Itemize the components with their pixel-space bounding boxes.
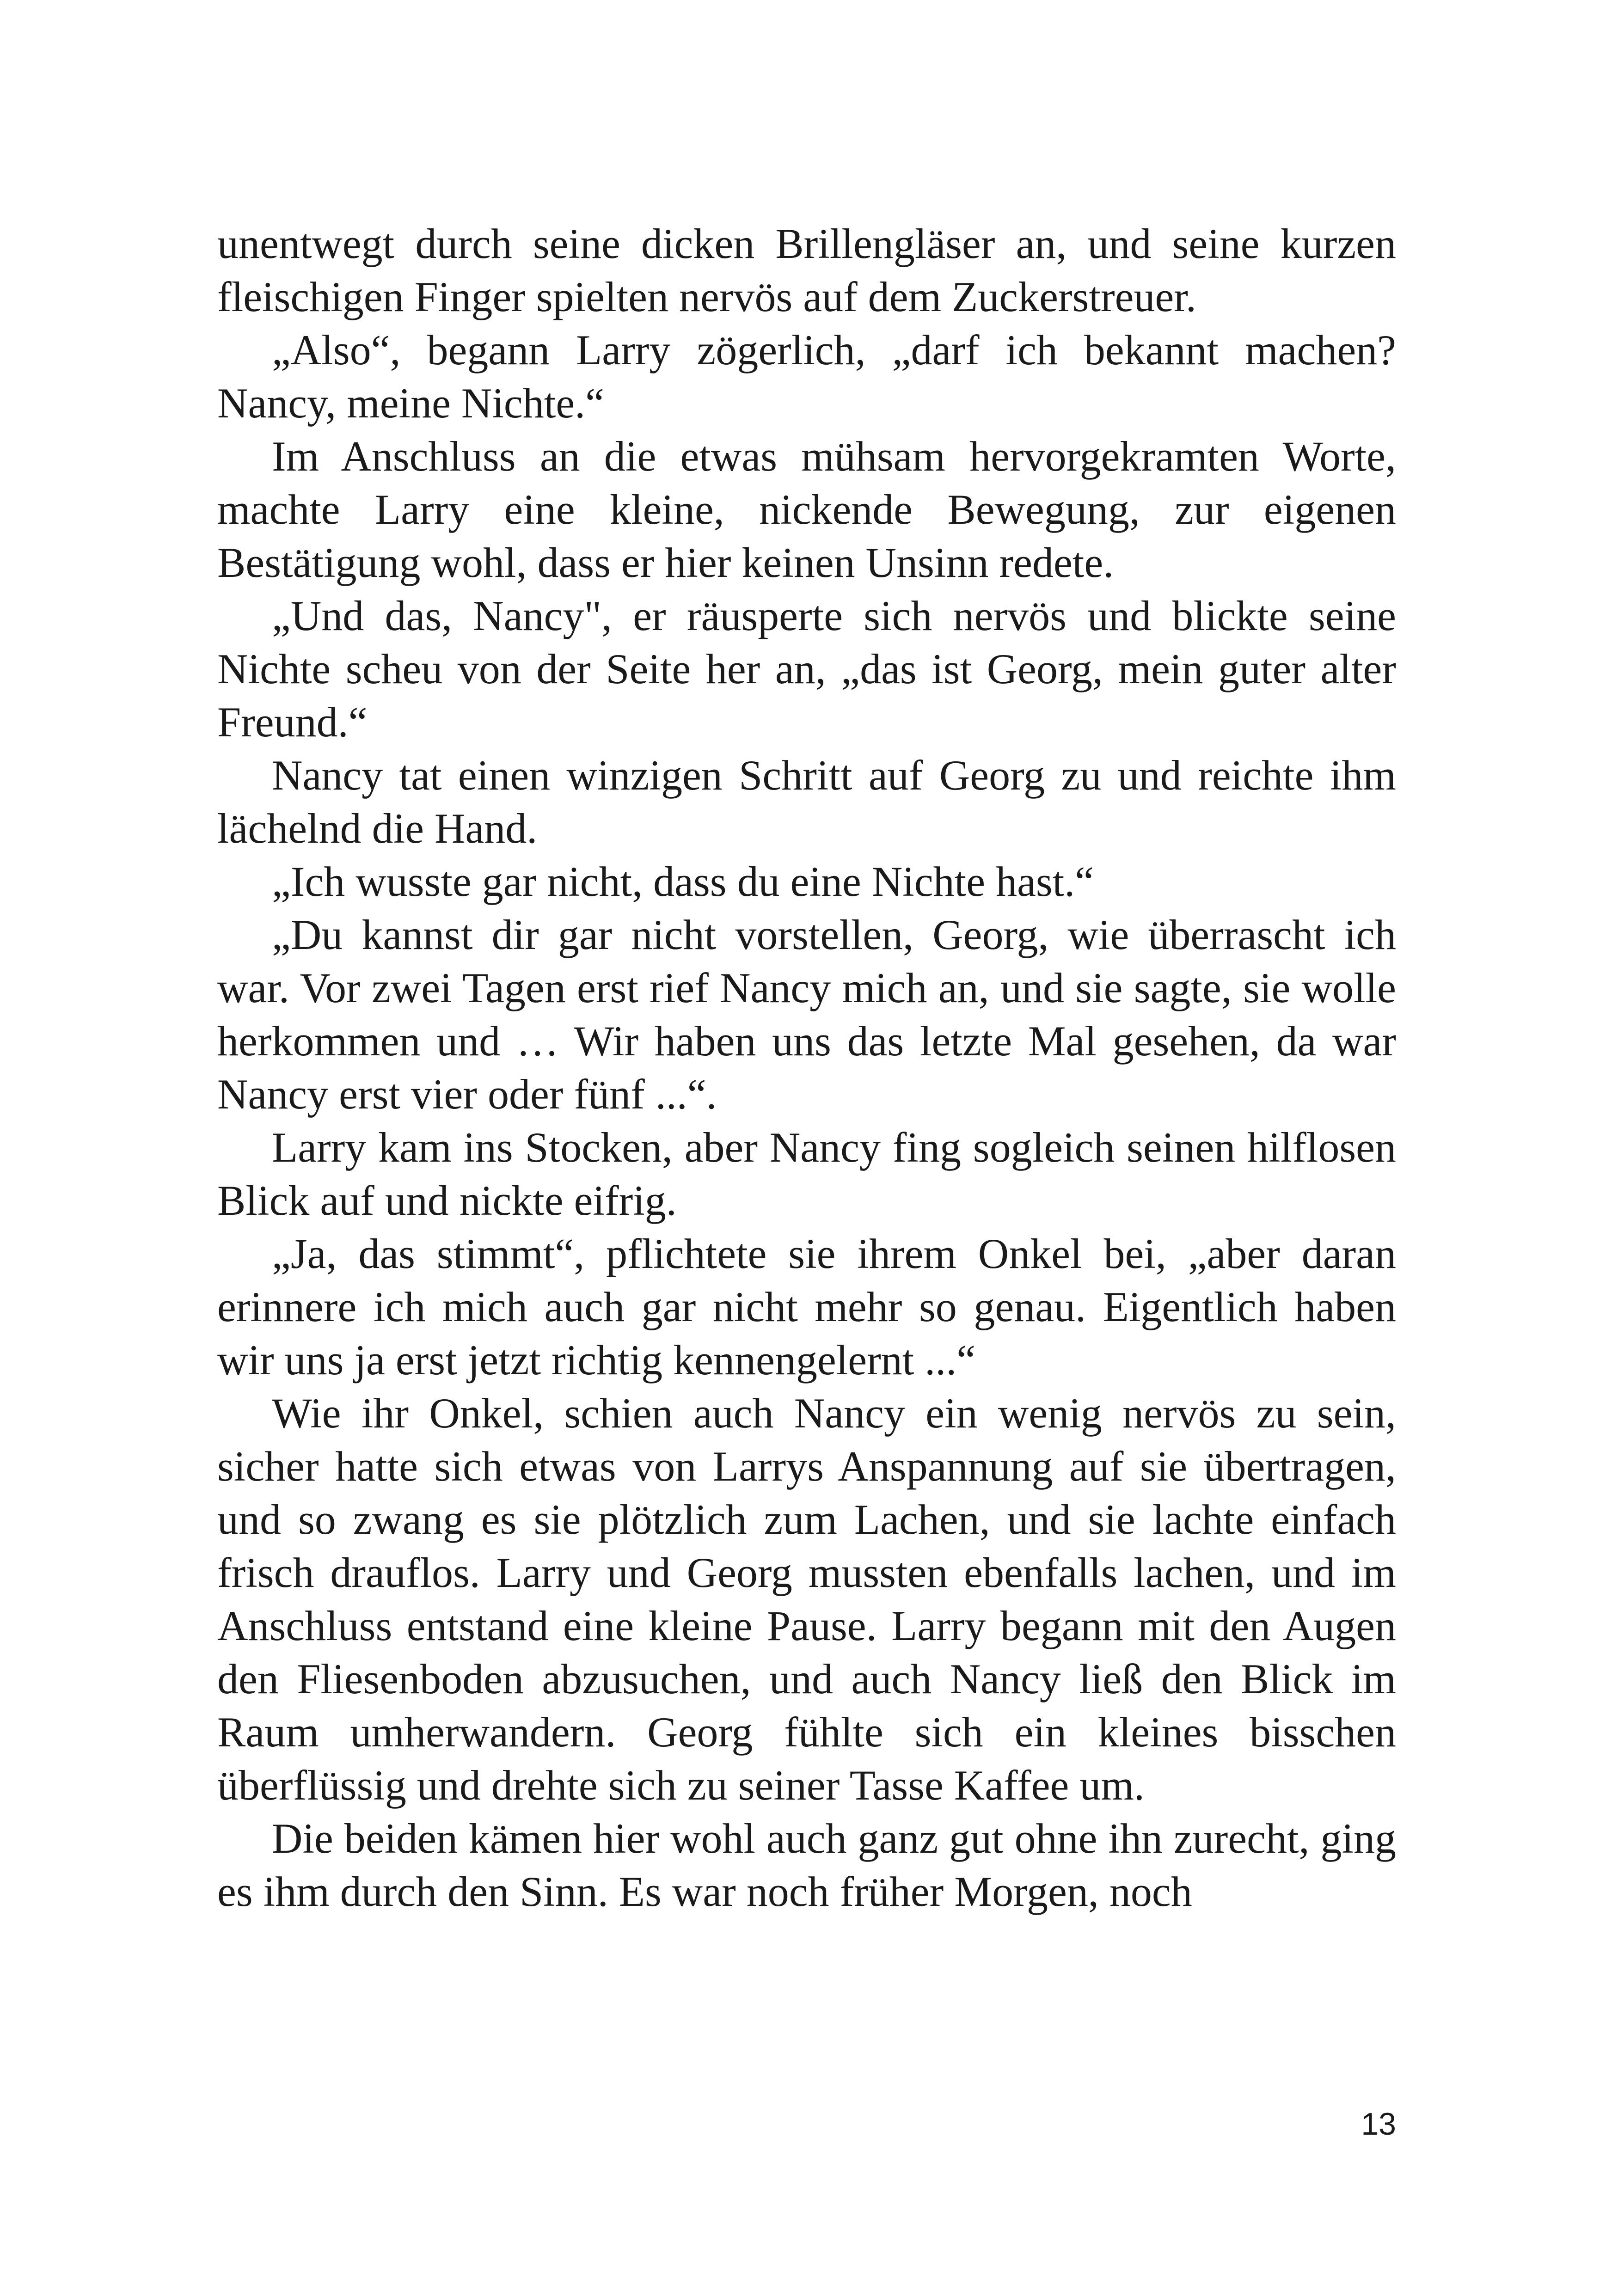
paragraph: „Ich wusste gar nicht, dass du eine Nichte hast.“ bbox=[272, 858, 1094, 905]
body-text bbox=[217, 217, 1396, 1918]
paragraph: Nancy tat einen winzigen Schritt auf Georg zu und reichte ihm lächelnd die Hand. bbox=[217, 752, 1396, 852]
paragraph: „Ja, das stimmt“, pflichtete sie ihrem Onkel bei, „aber daran erinnere ich mich auch gar nicht mehr so genau. Eigentlich haben wir uns ja erst jetzt richtig kennengelernt ...“ bbox=[217, 1230, 1396, 1384]
paragraph: Larry kam ins Stocken, aber Nancy fing sogleich seinen hilflosen Blick auf und nickte eifrig. bbox=[217, 1124, 1396, 1224]
paragraph: Im Anschluss an die etwas mühsam hervorgekramten Worte, machte Larry eine kleine, nickende Bewegung, zur eigenen Bestätigung wohl, dass er hier keinen Unsinn redete. bbox=[217, 433, 1396, 586]
paragraph: „Du kannst dir gar nicht vorstellen, Georg, wie überrascht ich war. Vor zwei Tagen erst rief Nancy mich an, und sie sagte, sie wolle herkommen und … Wir haben uns das letzte Mal gesehen, da war Nancy erst vier oder fünf ...“. bbox=[217, 911, 1396, 1118]
paragraph: „Und das, Nancy", er räusperte sich nervös und blickte seine Nichte scheu von der Seite her an, „das ist Georg, mein guter alter Freund.“ bbox=[217, 592, 1396, 746]
paragraph-continued: unentwegt durch seine dicken Brillengläser an, und seine kurzen fleischigen Finger spielten nervös auf dem Zuckerstreuer. bbox=[217, 220, 1396, 320]
paragraph: Wie ihr Onkel, schien auch Nancy ein wenig nervös zu sein, sicher hatte sich etwas von Larrys Anspannung auf sie übertragen, und so zwang es sie plötzlich zum Lachen, und sie lachte einfach frisch drauflos. Larry und Georg mussten ebenfalls lachen, und im Anschluss entstand eine kleine Pause. Larry begann mit den Augen den Fliesenboden abzusuchen, und auch Nancy ließ den Blick im Raum umherwandern. Georg fühlte sich ein kleines bisschen überflüssig und drehte sich zu seiner Tasse Kaffee um. bbox=[217, 1390, 1396, 1809]
page-number: 13 bbox=[1361, 2106, 1396, 2142]
paragraph: Die beiden kämen hier wohl auch ganz gut ohne ihn zurecht, ging es ihm durch den Sinn. Es war noch früher Morgen, noch bbox=[217, 1815, 1396, 1915]
paragraph: „Also“, begann Larry zögerlich, „darf ich bekannt machen? Nancy, meine Nichte.“ bbox=[217, 326, 1396, 427]
